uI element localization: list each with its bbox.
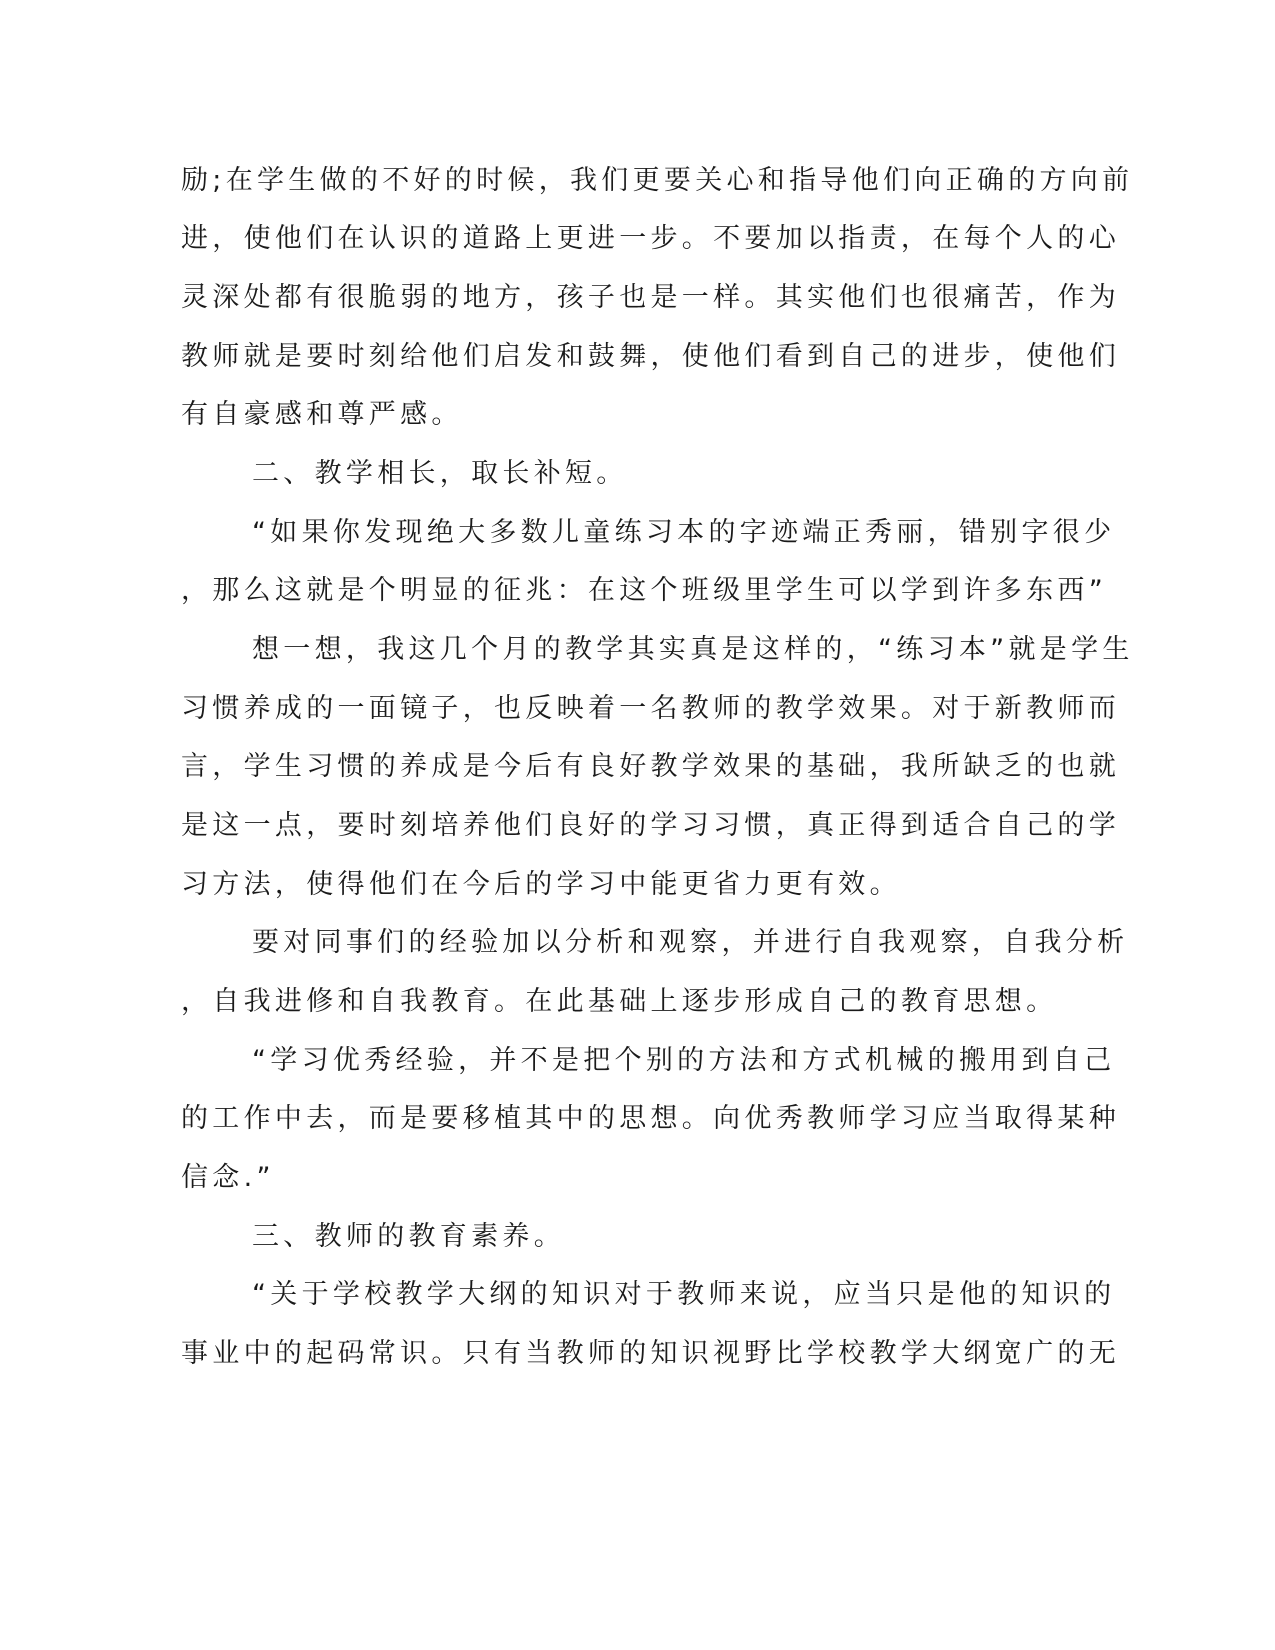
text-line: 想一想，我这几个月的教学其实真是这样的，“练习本”就是学生 xyxy=(252,634,1134,665)
text-line: 的工作中去，而是要移植其中的思想。向优秀教师学习应当取得某种 xyxy=(181,1103,1120,1134)
text-line: 励;在学生做的不好的时候，我们更要关心和指导他们向正确的方向前 xyxy=(181,165,1134,196)
text-line: 信念.” xyxy=(181,1162,275,1193)
text-line: “如果你发现绝大多数儿童练习本的字迹端正秀丽，错别字很少 xyxy=(252,517,1116,548)
text-line: 教师就是要时刻给他们启发和鼓舞，使他们看到自己的进步，使他们 xyxy=(181,341,1120,372)
text-line: 习方法，使得他们在今后的学习中能更省力更有效。 xyxy=(181,869,901,900)
section-heading: 三、教师的教育素养。 xyxy=(252,1221,565,1252)
text-line: 事业中的起码常识。只有当教师的知识视野比学校教学大纲宽广的无 xyxy=(181,1338,1120,1369)
text-line: 习惯养成的一面镜子，也反映着一名教师的教学效果。对于新教师而 xyxy=(181,693,1120,724)
text-line: ，那么这就是个明显的征兆：在这个班级里学生可以学到许多东西” xyxy=(181,575,1107,606)
text-line: 言，学生习惯的养成是今后有良好教学效果的基础，我所缺乏的也就 xyxy=(181,751,1120,782)
text-line: 要对同事们的经验加以分析和观察，并进行自我观察，自我分析 xyxy=(252,927,1129,958)
text-line: “学习优秀经验，并不是把个别的方法和方式机械的搬用到自己 xyxy=(252,1045,1116,1076)
section-heading: 二、教学相长，取长补短。 xyxy=(252,458,628,489)
text-line: 灵深处都有很脆弱的地方，孩子也是一样。其实他们也很痛苦，作为 xyxy=(181,282,1120,313)
text-line: “关于学校教学大纲的知识对于教师来说，应当只是他的知识的 xyxy=(252,1279,1116,1310)
text-line: ，自我进修和自我教育。在此基础上逐步形成自己的教育思想。 xyxy=(181,986,1058,1017)
text-line: 进，使他们在认识的道路上更进一步。不要加以指责，在每个人的心 xyxy=(181,223,1120,254)
text-line: 有自豪感和尊严感。 xyxy=(181,399,463,430)
text-line: 是这一点，要时刻培养他们良好的学习习惯，真正得到适合自己的学 xyxy=(181,810,1120,841)
